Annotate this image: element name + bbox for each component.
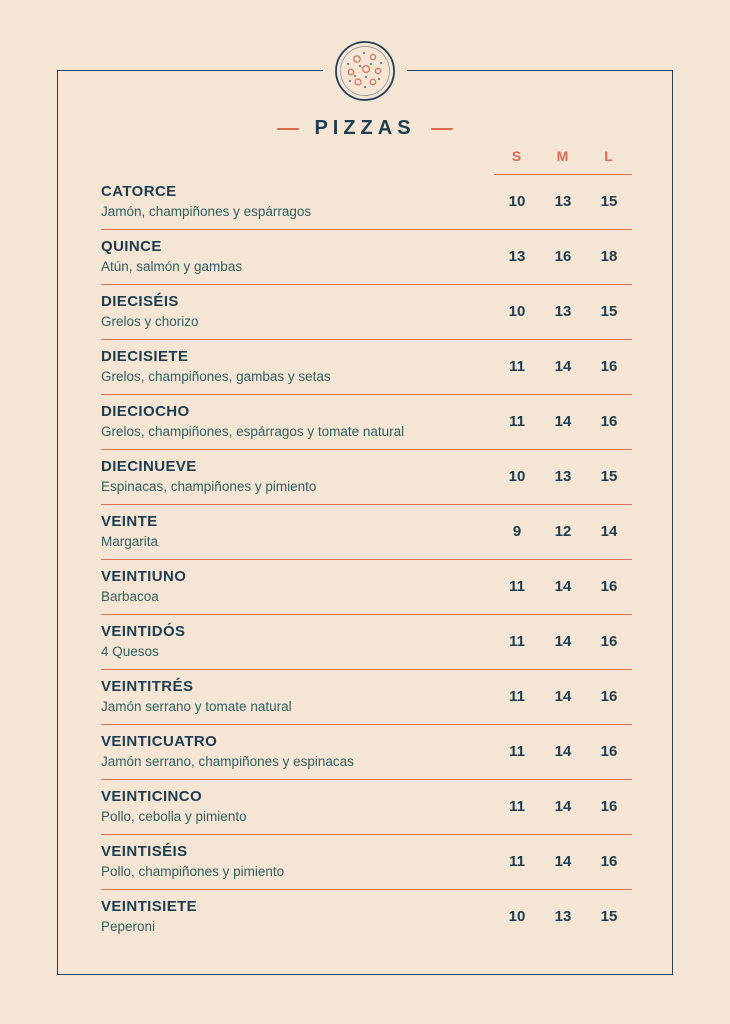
item-description: Atún, salmón y gambas [101, 259, 243, 274]
price-large: 16 [600, 633, 618, 650]
item-description: Peperoni [101, 919, 156, 934]
item-text [101, 623, 494, 660]
price-large: 16 [600, 743, 618, 760]
menu-item-row [101, 780, 632, 835]
price-medium: 12 [554, 523, 572, 540]
title-dash-right [431, 128, 453, 130]
item-description: Espinacas, champiñones y pimiento [101, 479, 317, 494]
price-small: 11 [509, 853, 525, 870]
menu-title-row [58, 117, 672, 140]
menu-item-row [101, 615, 632, 670]
item-name: VEINTISIETE [101, 898, 198, 915]
item-description: Grelos, champiñones, gambas y setas [101, 369, 331, 384]
item-text [101, 458, 494, 495]
size-header-medium: M [556, 148, 570, 164]
item-text [101, 733, 494, 770]
price-medium: 14 [554, 853, 572, 870]
price-small: 11 [509, 688, 525, 705]
item-name: CATORCE [101, 183, 177, 200]
price-small: 11 [509, 578, 525, 595]
price-large: 18 [600, 248, 618, 265]
item-name: QUINCE [101, 238, 162, 255]
price-small: 11 [509, 413, 525, 430]
item-name: DIECISIETE [101, 348, 189, 365]
menu-item-row [101, 890, 632, 944]
price-small: 10 [508, 193, 526, 210]
price-large: 16 [600, 578, 618, 595]
item-description: Jamón serrano, champiñones y espinacas [101, 754, 354, 769]
menu-item-row [101, 285, 632, 340]
menu-item-row [101, 670, 632, 725]
item-text [101, 678, 494, 715]
item-name: VEINTISÉIS [101, 843, 188, 860]
item-name: VEINTICINCO [101, 788, 203, 805]
item-name: VEINTICUATRO [101, 733, 218, 750]
price-small: 11 [509, 358, 525, 375]
price-medium: 14 [554, 743, 572, 760]
menu-item-row [101, 835, 632, 890]
menu-item-row [101, 175, 632, 230]
item-text [101, 403, 494, 440]
price-medium: 14 [554, 633, 572, 650]
price-large: 16 [600, 413, 618, 430]
item-description: Barbacoa [101, 589, 159, 604]
price-small: 10 [508, 908, 526, 925]
size-header-large: L [604, 148, 614, 164]
price-large: 15 [600, 468, 618, 485]
item-description: Grelos y chorizo [101, 314, 199, 329]
menu-item-row [101, 505, 632, 560]
price-small: 10 [508, 303, 526, 320]
menu-item-row [101, 450, 632, 505]
price-medium: 14 [554, 688, 572, 705]
pizza-logo-icon [323, 38, 407, 104]
size-columns [494, 148, 632, 175]
item-text [101, 183, 494, 220]
menu-content [58, 148, 672, 944]
item-description: Margarita [101, 534, 159, 549]
item-name: DIECINUEVE [101, 458, 197, 475]
menu-item-row [101, 560, 632, 615]
item-text [101, 843, 494, 880]
item-name: VEINTITRÉS [101, 678, 194, 695]
menu-item-row [101, 725, 632, 780]
page-title: PIZZAS [314, 117, 416, 139]
price-large: 15 [600, 303, 618, 320]
item-text [101, 293, 494, 330]
price-large: 16 [600, 798, 618, 815]
price-medium: 14 [554, 413, 572, 430]
item-description: Pollo, champiñones y pimiento [101, 864, 285, 879]
item-description: Grelos, champiñones, espárragos y tomate natural [101, 424, 405, 439]
item-description: 4 Quesos [101, 644, 159, 659]
price-medium: 13 [554, 908, 572, 925]
item-name: VEINTE [101, 513, 158, 530]
item-description: Jamón, champiñones y espárragos [101, 204, 312, 219]
size-header-row [101, 148, 632, 175]
item-name: DIECISÉIS [101, 293, 179, 310]
price-small: 10 [508, 468, 526, 485]
item-text [101, 348, 494, 385]
price-medium: 14 [554, 578, 572, 595]
item-text [101, 568, 494, 605]
price-medium: 13 [554, 468, 572, 485]
item-text [101, 238, 494, 275]
menu-item-row [101, 230, 632, 285]
price-large: 15 [600, 193, 618, 210]
item-text [101, 788, 494, 825]
menu-item-row [101, 340, 632, 395]
price-small: 13 [508, 248, 526, 265]
item-name: DIECIOCHO [101, 403, 190, 420]
price-medium: 16 [554, 248, 572, 265]
pizza-icon [333, 39, 397, 103]
item-name: VEINTIUNO [101, 568, 187, 585]
price-large: 15 [600, 908, 618, 925]
price-medium: 14 [554, 798, 572, 815]
menu-border-frame [57, 70, 673, 975]
price-medium: 13 [554, 303, 572, 320]
item-text [101, 898, 494, 935]
price-medium: 13 [554, 193, 572, 210]
item-description: Pollo, cebolla y pimiento [101, 809, 247, 824]
price-large: 16 [600, 358, 618, 375]
item-text [101, 513, 494, 550]
menu-item-row [101, 395, 632, 450]
price-small: 11 [509, 633, 525, 650]
price-large: 16 [600, 688, 618, 705]
menu-item-list [101, 175, 632, 944]
price-small: 11 [509, 743, 525, 760]
price-large: 14 [600, 523, 618, 540]
price-medium: 14 [554, 358, 572, 375]
price-large: 16 [600, 853, 618, 870]
title-dash-left [277, 128, 299, 130]
item-name: VEINTIDÓS [101, 623, 186, 640]
item-description: Jamón serrano y tomate natural [101, 699, 292, 714]
price-small: 11 [509, 798, 525, 815]
price-small: 9 [512, 523, 522, 540]
size-header-small: S [511, 148, 523, 164]
